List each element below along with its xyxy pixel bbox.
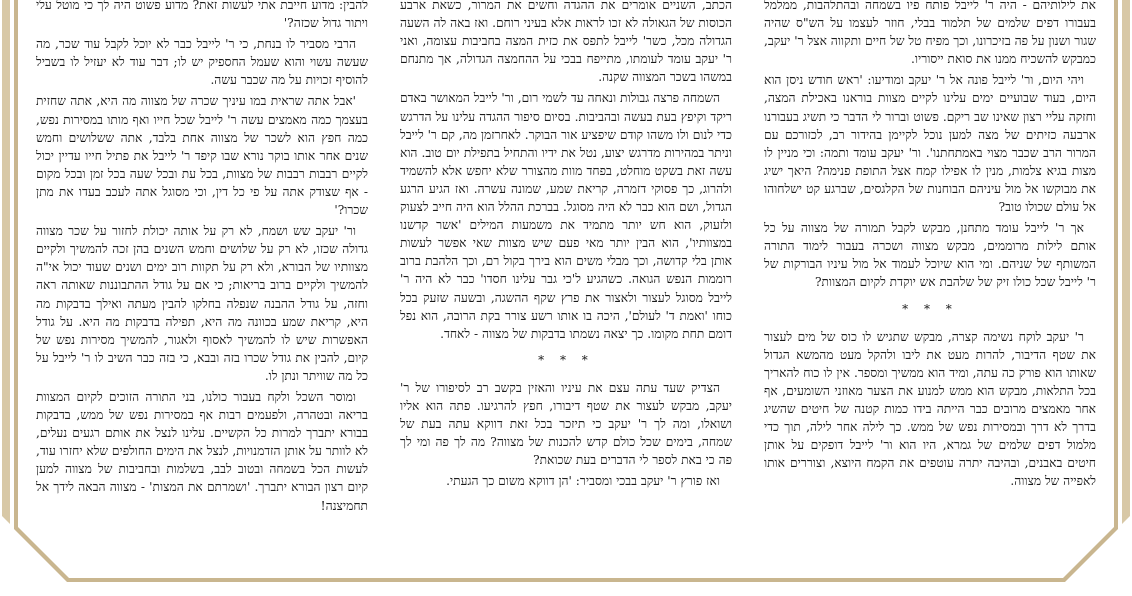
paragraph: הכתב, השניים אומרים את ההגדה וחשים את המרור, כשאת ארבע הכוסות של הגאולה לא זכו לראות אלא בעיני רוחם. ואז באה לה השעה הגדולה מכל, כשר' לייבל לתפס את כזית המצה בחביבות עצומה, ואני ר' יעקב עומד לעומתו, מתייפח בבכי על ההחמצה הגדולה, אך מתנחם במשהו בשכר המצווה שקנה. — [400, 0, 732, 85]
paragraph: להבין: מדוע חייבת אתי לעשות זאת? מדוע פשוט היה לך כי מוטל עלי ויתור גדול שכזה?' — [36, 0, 368, 31]
column-right — [764, 0, 1096, 548]
paragraph: ומוסר השכל ולקח בעבור כולנו, בני התורה הזוכים לקיום המצוות בריאה ובטהרה, ולפעמים רבות אף במסירות נפש של ממש, בדבקות בבורא יתברך למרות כל הקשיים. עלינו לנצל את אותם רגעים נעלים, לא לוותר על אותן הזדמנויות, לנצל את הימים החולפים שלא יחזרו עוד, לעשות הכל בשמחה ובטוב לבב, בשלמות ובחביבות של מצווה למען קיום רצון הבורא יתברך. 'ושמרתם את המצות' - מצווה הבאה לידך אל תחמיצנה! — [36, 389, 368, 513]
section-separator: * * * — [902, 301, 958, 316]
paragraph: הרבי מסביר לו בנחת, כי ר' לייבל כבר לא יוכל לקבל עוד שכר, מה שעשה עשוי והוא שעמל החספיק יש לו; דבר עוד לא יעזיל לו בשביל להוסיף זכויות על מה שכבר עשה. — [36, 37, 368, 88]
paragraph: אך ר' לייבל עומד מתחנן, מבקש לקבל תמורה של מצווה על כל אותם לילות מרוממים, מבקש מצווה ושכרה בעבור לימוד התורה המשותף של שניהם. ומי הוא שיוכל לעמוד אל מול עיניו הבורקות של ר' לייבל שכל כולו זיק של שלהבת אש יוקדת לקיום המצוות? — [764, 221, 1096, 290]
paragraph: הצדיק שעד עתה עצם את עיניו והאזין בקשב רב לסיפורו של ר' יעקב, מבקש לעצור את שטף דיבורו, חפץ להרגיעו. פתה הוא אליו ושואלו, ומה לך ר' יעקב כי תיזכר בכל זאת דווקא עתה בעת של שמחה, בימים שכל כולם קדש להכנות של מצווה? מה לך פה ומי לך פה כי באת לספר לי הדברים בעת שכואת? — [400, 380, 732, 468]
paragraph: 'אבל אתה שראית במו עיניך שכרה של מצווה מה היא, אתה שחזית בעצמך כמה מאמצים עשה ר' לייבל שכל חייו ואף מותו במסירות נפש, כמה חפץ הוא לשכר של מצווה אחת בלבד, אתה ששלושים וחמש שנים אחר אותו בוקר נורא שבו קיפד ר' לייבל את פתיל חייו עדיין יכול לקיים רבבות רבבות של מצוות, בכל עת ובכל שעה בכל זמן ובכל מקום - אף שצודק אתה על פי כל דין, וכי מסוגל אתה לעכב בעדו את מתן שכרו?' — [36, 94, 368, 218]
section-separator: * * * — [538, 352, 594, 367]
paragraph: ור' יעקב שש ושמח, לא רק על אותה יכולת לחזור על שכר מצווה גדולה שכזו, לא רק על שלושים וחמש השנים בהן זכה להמשיך ולקיים מצוותיו של הבורא, ולא רק על תקוות רוב ימים ושנים שעוד יכול אי"ה להמשיך ולקיים ברוב בריאות; כי אם על גודל ההתבוננות שאותה ראה וחזה, על גודל ההבנה שנפלה בחלקו להבין מעתה ואילך בדבקות מה היא, קריאת שמע בכוונה מה היא, תפילה בדבקות מה היא. על גודל האפשרות שיש לו להמשיך לאסוף ולאגור, להמשיך מסירות נפש של קיום, להבין את גודל שכרו בזה ובבא, כי בזה כבר השיב לו ר' לייבל על כל מה שוויתר ונתן לו. — [36, 224, 368, 383]
paragraph: ואז פורץ ר' יעקב בבכי ומסביר: 'הן דווקא משום כך הגעתי. — [446, 474, 720, 489]
column-middle — [400, 0, 732, 548]
paragraph: השמחה פרצה גבולות ונאחה עד לשמי רום, ור' לייבל המאושר באדם ריקד וקיפץ בעת בעשה ובהביבות. בסיום סיפור ההגדה עלינו על הדרגש כדי לנום ולו משהו קודם שיפציע אור הבוקר. לאחרזמן מה, קם ר' לייבל וניתר במהירות מדרגש יצוע, נטל את ידיו והתחיל בתפילת יום טוב. הוא עשה זאת בשקט מוחלט, בפחד מוות מהצורר שלא יחפש אלא להשמיד ולהרוג, כך פסוקי דזמרה, קריאת שמע, שמונה עשרה. ואז הגיע הרגע הגדול, ושם הוא כבר לא היה מסוגל. בברכת ההלל הוא היה חייב לצעוק ולזעוק, הוא חש יותר מתמיד את משמעות המילים 'אשר קדשנו במצוותיו', הוא הבין יותר מאי פעם שיש מצוות שאי אפשר לעשות אותן בלי קדושה, וכך מבלי משים הוא בירך בקול רם, וכך הלהבת ברוב רוממות הנפש הגואה. כשהגיע ל'כי גבר עלינו חסדו' כבר לא היה ר' לייבל מסוגל לעצור ולאצור את פרץ שקף ההשגה, ובשעה שזעק בכל כוחו 'ואמת ד' לעולם', היכה בו אותו רשע צורר בקת הרובה, הוא נפל דומם תחת מקומו. כך יצאה נשמתו בדבקות של מצווה - לאחד. — [400, 91, 732, 341]
paragraph: ויהי היום, ור' לייבל פונה אל ר' יעקב ומודיעו: 'ראש חודש ניסן הוא היום, בעוד שבועיים ימים עלינו לקיים מצוות בוראנו באכילת המצה, וחזקה עליי רצון שאינו שב ריקם. פשוט וברור לי הדבר כי תשיג בעבורנו ארבעה כזיתים של מצה למען נוכל לקיימן בהידור רב, לכזורכם עם המרור הרב שכבר מצוי באמתחתנו'. ור' יעקב עומד ותמה: וכי מניין לו מצות בגיא צלמות, מנין לו אפילו קמח אצל התופת פנימה? היאך ישיג את מבוקשו אל מול עיניהם הבוחנות של הקלגסים, שברגע קט ישלחוהו אל עולם שכולו טוב? — [764, 73, 1096, 215]
text-columns — [36, 0, 1096, 548]
paragraph: ר' יעקב לוקח נשימה קצרה, מבקש שתגיש לו כוס של מים לעצור את שטף הדיבור, להרות מעט את ליבו ולהקל מעט מהמשא הגדול שאותו הוא פורק כה עתה, ומיד הוא ממשיך ומספר. אין לו כוח להאריך בכל התלאות, מבקש הוא ממש למנוע את הצער מאוזני השומעים, אף אחר מאמצים מרובים כבר הייתה בידו כמות קטנה של חיטים שהשיג בדרך לא דרך ובמסירות נפש של ממש. כך לילה אחר לילה, תוך כדי מלמול דפים שלמים של גמרא, היו הוא ור' לייבל דופקים על אותן חיטים באבנים, ובהיבה יתרה עוטפים את הקמח היוצא, וצוררים אותו לאפייה של מצווה. — [764, 329, 1096, 489]
paragraph: את לילותיהם - היה ר' לייבל פותח פיו בשמחה ובהתלהבות, ממלמל בעבורו דפים שלמים של תלמוד בבלי, חוזר לעצמו על הש"ס שהיה שגור ושנון על פה בזיכרונו, וכך מפיח טל של חיים ותקווה אצל ר' יעקב, כמבקש להשכיח ממנו את סואת ייסוריו. — [764, 0, 1096, 67]
column-left — [36, 0, 368, 548]
